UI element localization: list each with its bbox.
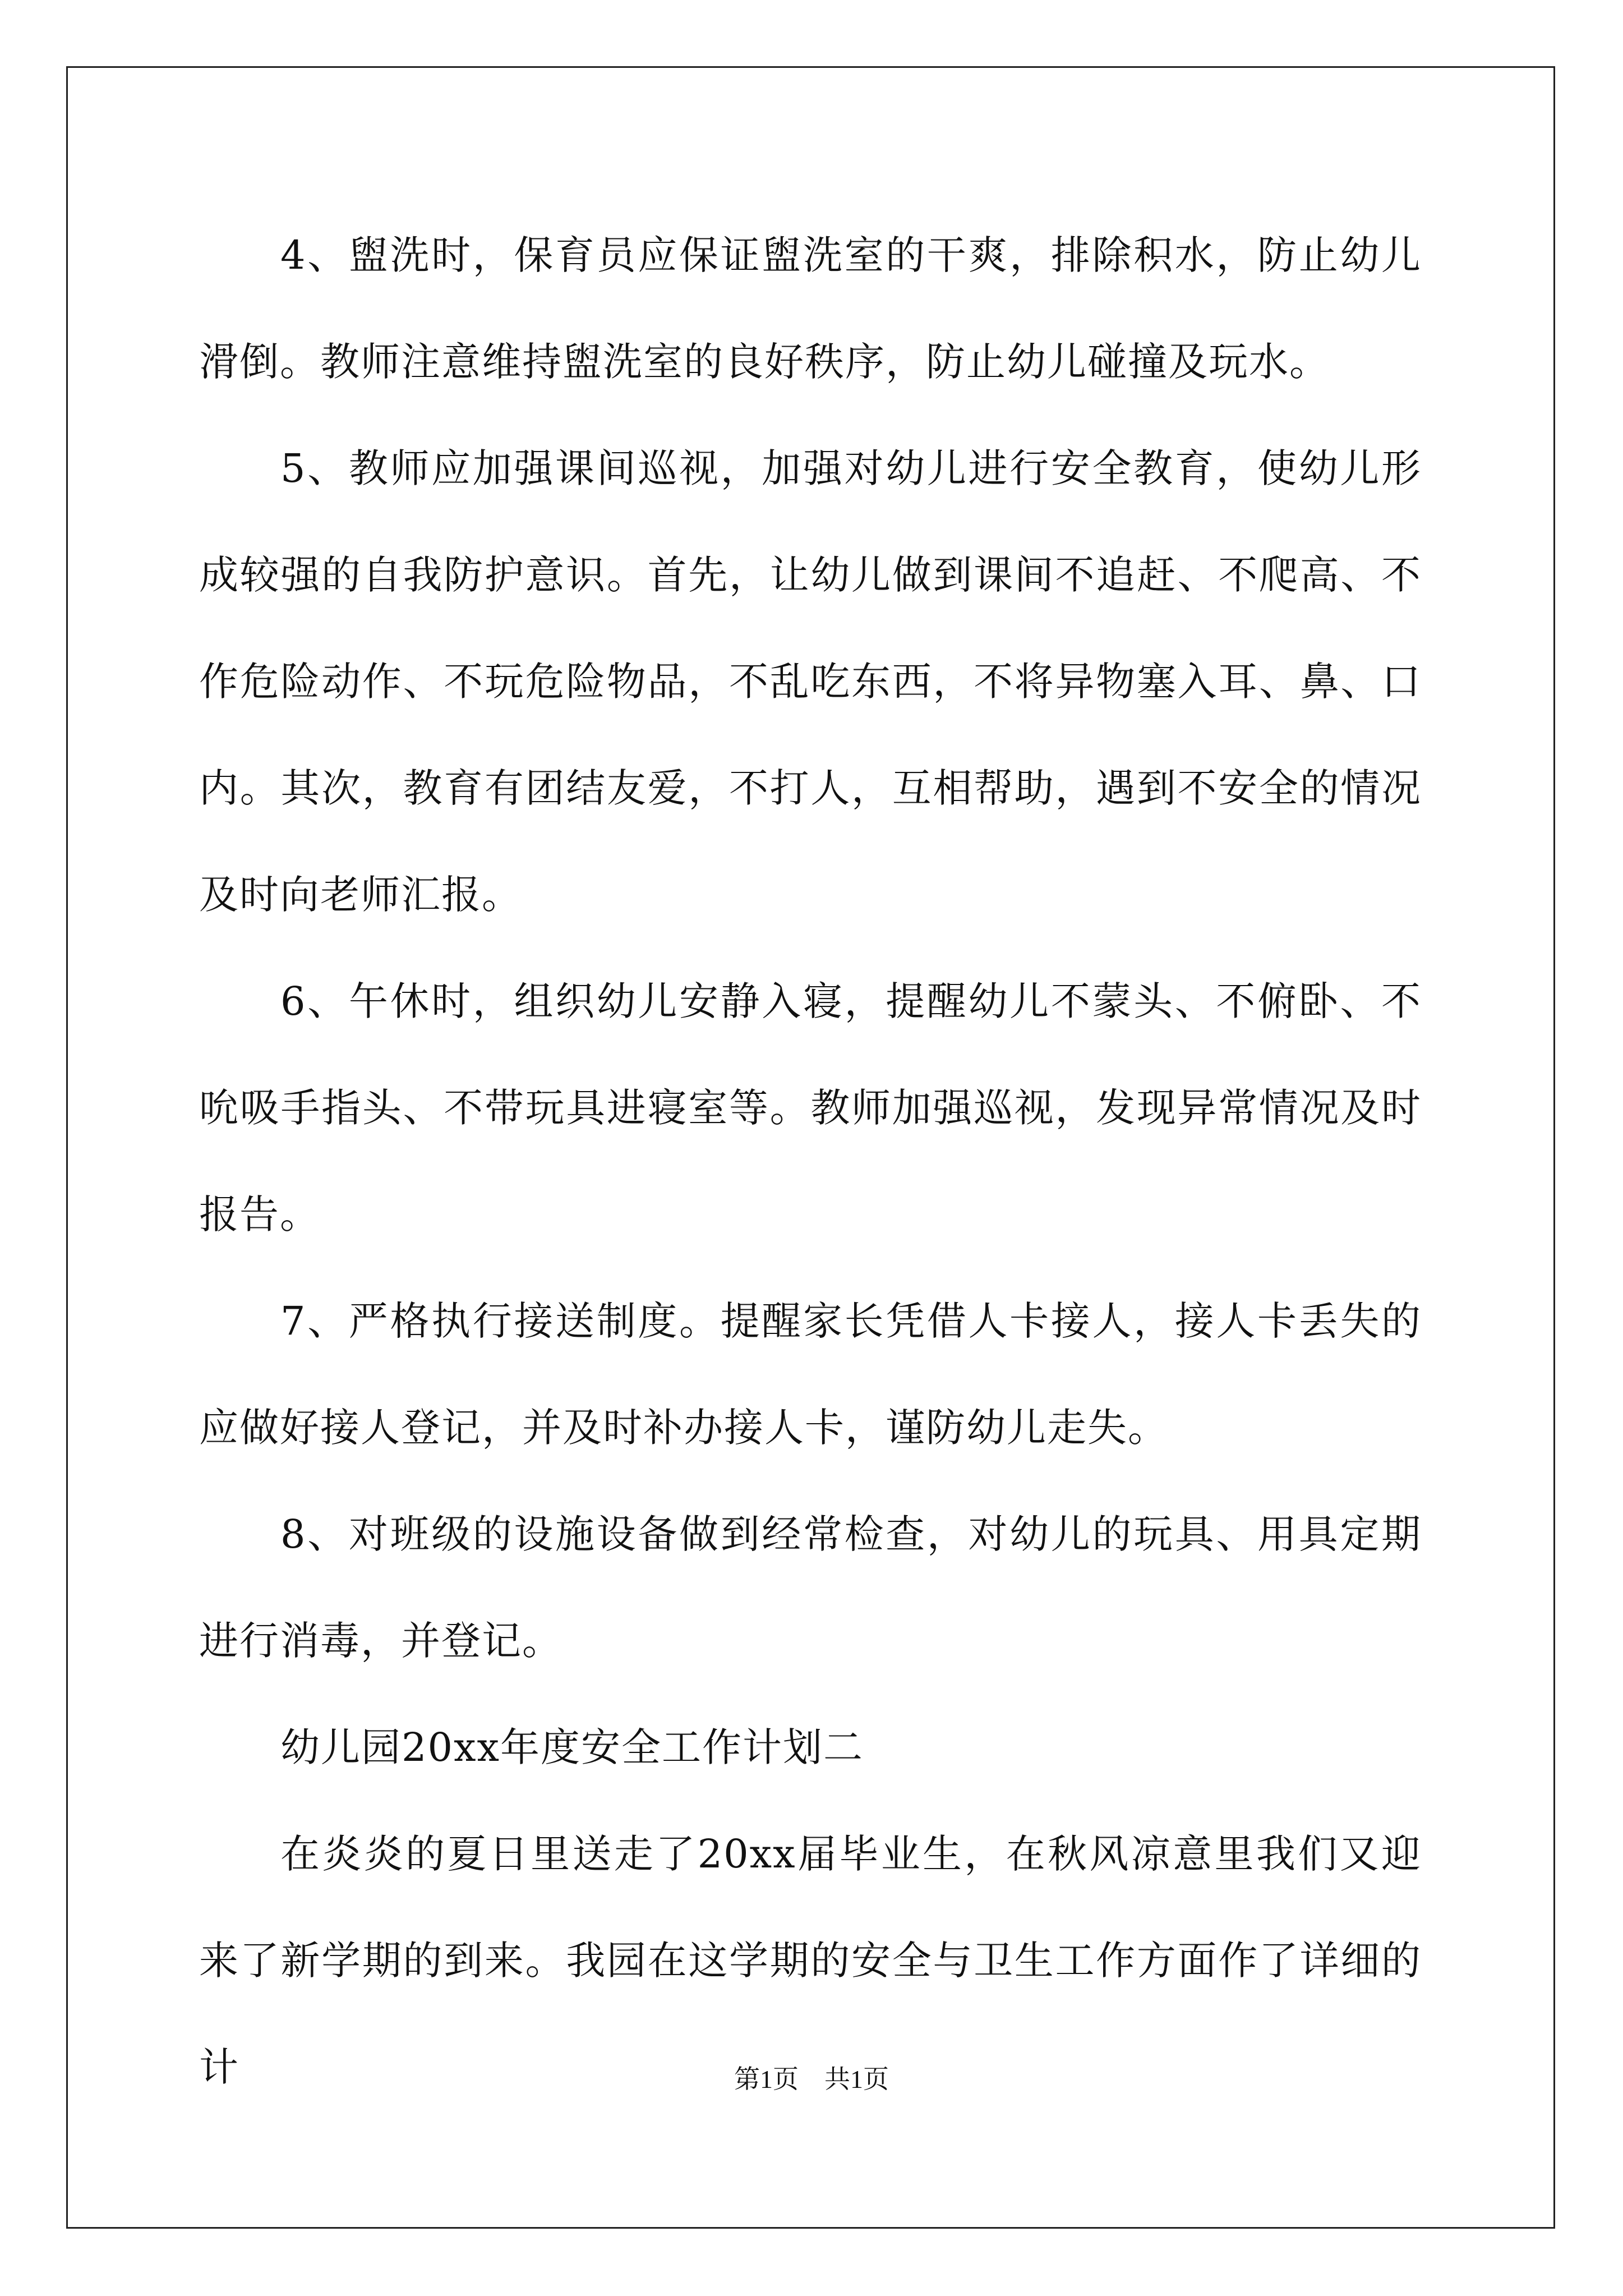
paragraph-8: 8、对班级的设施设备做到经常检查，对幼儿的玩具、用具定期进行消毒，并登记。 <box>199 1511 1422 1664</box>
paragraph-intro: 在炎炎的夏日里送走了20xx届毕业生，在秋风凉意里我们又迎来了新学期的到来。我园在这学期的安全与卫生工作方面作了详细的计 <box>199 1831 1422 2090</box>
paragraph-7: 7、严格执行接送制度。提醒家长凭借人卡接人，接人卡丢失的应做好接人登记，并及时补办接人卡，谨防幼儿走失。 <box>199 1298 1422 1451</box>
paragraph-5: 5、教师应加强课间巡视，加强对幼儿进行安全教育，使幼儿形成较强的自我防护意识。首先，让幼儿做到课间不追赶、不爬高、不作危险动作、不玩危险物品，不乱吃东西，不将异物塞入耳、鼻、口内。其次，教育有团结友爱，不打人，互相帮助，遇到不安全的情况及时向老师汇报。 <box>199 445 1422 918</box>
paragraph-4: 4、盥洗时，保育员应保证盥洗室的干爽，排除积水，防止幼儿滑倒。教师注意维持盥洗室的良好秩序，防止幼儿碰撞及玩水。 <box>199 232 1422 385</box>
section-title: 幼儿园20xx年度安全工作计划二 <box>280 1724 864 1770</box>
document-body <box>199 202 1422 2120</box>
page-footer: 第1页 共1页 <box>734 2065 889 2093</box>
paragraph-6: 6、午休时，组织幼儿安静入寝，提醒幼儿不蒙头、不俯卧、不吮吸手指头、不带玩具进寝室等。教师加强巡视，发现异常情况及时报告。 <box>199 978 1422 1237</box>
